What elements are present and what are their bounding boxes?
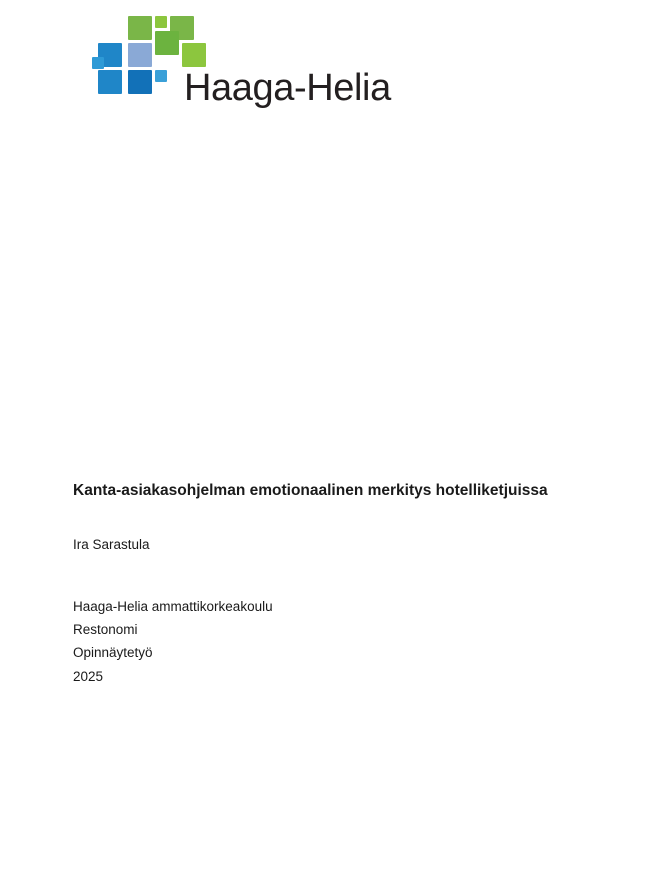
- document-meta: [73, 595, 593, 688]
- logo-square-blue-2: [128, 70, 152, 94]
- author-name: Ira Sarastula: [73, 537, 150, 552]
- logo-square-blue-5: [155, 70, 167, 82]
- title-block: [73, 480, 593, 688]
- meta-year: 2025: [73, 668, 104, 684]
- page-title-line-2: hotelliketjuissa: [435, 482, 548, 499]
- logo-wordmark: Haaga-Helia: [184, 67, 391, 109]
- logo-square-blue-4: [92, 57, 104, 69]
- logo-square-green-4: [155, 31, 179, 55]
- logo-square-blue-3: [98, 70, 122, 94]
- logo-square-green-5: [182, 43, 206, 67]
- meta-degree: Restonomi: [73, 622, 138, 638]
- meta-type: Opinnäytetyö: [73, 645, 153, 661]
- page-title: [73, 480, 553, 502]
- meta-institution: Haaga-Helia ammattikorkeakoulu: [73, 598, 273, 614]
- logo-square-green-2: [155, 16, 167, 28]
- page-title-line-1: Kanta-asiakasohjelman emotionaalinen merkitys: [73, 482, 432, 499]
- logo-square-green-1: [128, 16, 152, 40]
- logo-square-periwinkle: [128, 43, 152, 67]
- logo-block: [92, 14, 392, 109]
